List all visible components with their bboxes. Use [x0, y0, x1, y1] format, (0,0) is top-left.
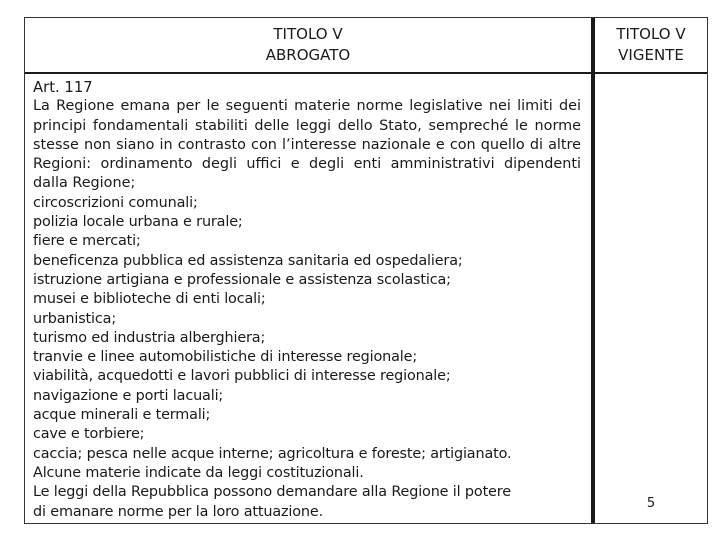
article-item: fiere e mercati;	[33, 233, 141, 250]
article-item: istruzione artigiana e professionale e assistenza scolastica;	[33, 271, 451, 288]
abrogated-column	[25, 18, 594, 523]
article-item: musei e biblioteche di enti locali;	[33, 291, 266, 308]
abrogated-header	[25, 18, 591, 74]
article-item: beneficenza pubblica ed assistenza sanitaria ed ospedaliera;	[33, 252, 463, 269]
article-item: viabilità, acquedotti e lavori pubblici di interesse regionale;	[33, 368, 451, 385]
article-items	[33, 194, 581, 522]
current-header	[595, 18, 707, 74]
page-number: 5	[646, 496, 656, 511]
article-item: turismo ed industria alberghiera;	[33, 329, 266, 346]
current-header-line1: TITOLO V	[616, 25, 686, 43]
article-body	[33, 78, 581, 522]
article-item: Le leggi della Repubblica possono demandare alla Regione il potere	[33, 484, 511, 501]
article-item: cave e torbiere;	[33, 426, 145, 443]
current-column	[594, 18, 707, 523]
article-item: di emanare norme per la loro attuazione.	[33, 503, 323, 520]
article-item: polizia locale urbana e rurale;	[33, 214, 243, 231]
article-item: navigazione e porti lacuali;	[33, 387, 224, 404]
abrogated-header-line1: TITOLO V	[273, 25, 343, 43]
article-intro: La Regione emana per le seguenti materie norme legislative nei limiti dei principi fondamentali stabiliti delle leggi dello Stato, sempreché le norme stesse non siano in contrasto con l’interesse nazionale e con quello di altre Regioni: ordinamento degli uffici e degli enti amministrativi dipendenti dalla Regione;	[33, 98, 581, 192]
abrogated-header-line2: ABROGATO	[265, 46, 351, 64]
comparison-table	[24, 17, 708, 524]
article-item: Alcune materie indicate da leggi costituzionali.	[33, 464, 364, 481]
article-item: acque minerali e termali;	[33, 407, 211, 424]
article-title: Art. 117	[33, 79, 93, 96]
article-item: circoscrizioni comunali;	[33, 194, 198, 211]
current-header-line2: VIGENTE	[618, 46, 684, 64]
article-item: tranvie e linee automobilistiche di interesse regionale;	[33, 349, 418, 366]
article-item: urbanistica;	[33, 310, 117, 327]
article-item: caccia; pesca nelle acque interne; agricoltura e foreste; artigianato.	[33, 445, 512, 462]
